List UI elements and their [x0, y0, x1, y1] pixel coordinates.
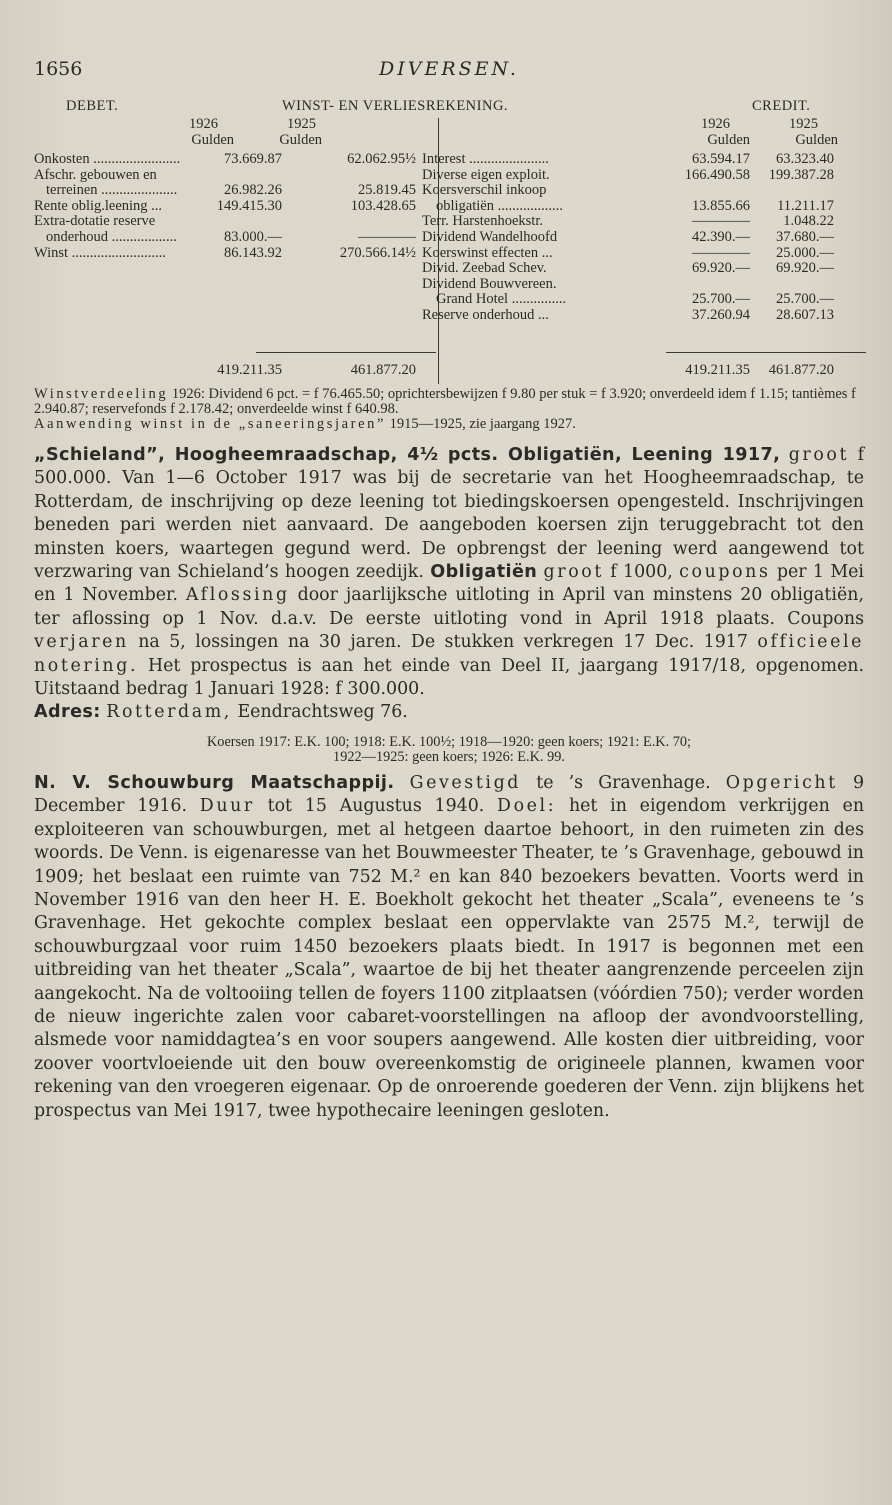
credit-row-1926: ————	[692, 213, 750, 230]
debet-total-a: 419.211.35	[217, 362, 282, 378]
debet-row-1926: 86.143.92	[224, 244, 282, 261]
credit-row-label: Divid. Zeebad Schev.	[422, 260, 547, 277]
debet-row-label: onderhoud ..................	[46, 229, 177, 245]
credit-total-b: 461.877.20	[768, 362, 834, 378]
schieland-text-3: door jaarlijksche uitloting in April van minstens 20 obligatiën, ter aflossing op 1 Nov. d.a.v. De eerste uitloting vond in April 1918 plaats. Coupons	[34, 585, 864, 629]
debet-row-1926: 149.415.30	[216, 197, 282, 214]
page-title: DIVERSEN.	[379, 58, 519, 80]
verjaren-label: verjaren	[34, 632, 129, 653]
credit-row-label: Koersverschil inkoop	[422, 182, 547, 199]
obligatien-heading: Obligatiën	[430, 562, 538, 583]
page-number: 1656	[34, 58, 83, 80]
credit-row-1925: 199.387.28	[768, 166, 834, 183]
credit-row-label: Terr. Harstenhoekstr.	[422, 213, 543, 230]
credit-row-label: Koerswinst effecten ...	[422, 244, 553, 261]
debet-row-label: Afschr. gebouwen en	[34, 166, 157, 183]
credit-row-1926: 42.390.—	[692, 229, 750, 245]
schouwburg-heading: N. V. Schouwburg Maatschappij.	[34, 772, 395, 793]
debet-currency-b: Gulden	[279, 132, 322, 148]
schieland-text-5: Het prospectus is aan het einde van Deel II, jaargang 1917/18, opgenomen. Uitstaand bedrag 1 Januari 1928: f 300.000.	[34, 655, 865, 700]
credit-year-b: 1925	[789, 116, 818, 132]
credit-row-1925: 1.048.22	[783, 213, 834, 230]
credit-row-1926: 166.490.58	[684, 166, 750, 183]
adres-heading: Adres:	[34, 702, 101, 723]
schouwburg-text-1: te ’s Gravenhage.	[536, 772, 711, 793]
credit-row-label: Reserve onderhoud ...	[422, 307, 549, 323]
aanwending-text: 1915—1925, zie jaargang 1927.	[389, 416, 576, 432]
credit-row-1926: 37.260.94	[692, 307, 750, 323]
adres-city: Rotterdam,	[106, 702, 232, 723]
adres-street: Eendrachtsweg 76.	[237, 702, 408, 723]
debet-total-b: 461.877.20	[350, 362, 416, 378]
credit-row-1925: 63.323.40	[776, 151, 834, 167]
debet-row-1925: 270.566.14½	[339, 244, 416, 261]
koersen-note	[34, 735, 864, 766]
debet-year-a: 1926	[189, 116, 218, 132]
schieland-text-4: na 5, lossingen na 30 jaren. De stukken verkregen 17 Dec. 1917	[138, 632, 748, 653]
koersen-line-2: 1922—1925: geen koers; 1926: E.K. 99.	[333, 749, 565, 766]
aflossing-label: Aflossing	[185, 585, 290, 606]
debet-row-1925: 103.428.65	[350, 197, 416, 214]
schieland-paragraph	[34, 444, 864, 701]
debet-row-label: Winst ..........................	[34, 244, 166, 261]
credit-row-1926: 13.855.66	[692, 197, 750, 214]
account-title: WINST- EN VERLIESREKENING.	[282, 98, 509, 114]
schouwburg-text-4: het in eigendom verkrijgen en exploiteeren van schouwburgen, met al hetgeen daartoe behoort, in den ruimeten zin des woords. De Venn. is eigenaresse van het Bouwmeester Theater, te ’s Gravenhage, gebouwd in 1909; het beslaat een ruimte van 752 M.² en kan 840 bezoekers bevatten. Voorts werd in November 1916 van den heer H. E. Boekholt gekocht het theater „Scala”, eveneens te ’s Gravenhage. Het gekochte complex beslaat een oppervlakte van 2575 M.², terwijl de schouwburgzaal voor ruim 1450 bezoekers plaats biedt. In 1917 is begonnen met een uitbreiding van het theater „Scala”, waartoe de bij het theater aangrenzende perceelen zijn aangekocht. Na de voltooiing tellen de foyers 1100 zitplaatsen (vóórdien 750); verder worden de nieuw ingerichte zalen voor cabaret-voorstellingen na afloop der avondvoorstelling, alsmede voor namiddagtea’s en voor soupers aangewend. Alle kosten dier uitbreiding, voor zoover voortvloeiende uit den bouw overeenkomstig de origineele plannen, kwamen voor rekening van den vroegeren eigenaar. Op de onroerende goederen der Venn. zijn blijkens het prospectus van Mei 1917, twee hypothecaire leeningen gesloten.	[34, 796, 865, 1121]
schouwburg-text-3: tot 15 Augustus 1940.	[267, 796, 485, 817]
debet-row-1926: 26.982.26	[224, 182, 282, 199]
schieland-text-1: f 500.000. Van 1—6 October 1917 was bij de secretarie van het Hoogheemraadschap, te Rotterdam, de inschrijving op deze leening tot biedingskoersen opengesteld. Inschrijvingen beneden pari werden niet aanvaard. De aangeboden koersen zijn teruggebracht tot den minsten koers, waartegen gegund werd. De opbrengst der leening werd aangewend tot verzwaring van Schieland’s hoogen zeedijk.	[34, 445, 864, 583]
aanwending-note	[34, 417, 864, 432]
credit-row-label: obligatiën ..................	[436, 197, 563, 214]
credit-row-1926: 69.920.—	[692, 260, 750, 277]
credit-total-rule	[666, 352, 866, 353]
credit-row-1926: 63.594.17	[692, 151, 750, 167]
duur-label: Duur	[199, 796, 255, 817]
credit-row-label: Interest ......................	[422, 151, 549, 167]
schieland-text-2b: per 1 Mei en 1 November.	[34, 562, 864, 606]
doel-label: Doel:	[497, 796, 557, 817]
opgericht-label: Opgericht	[725, 772, 838, 793]
credit-row-1925: 28.607.13	[776, 307, 834, 323]
winstverdeeling-text: 1926: Dividend 6 pct. = f 76.465.50; oprichtersbewijzen f 9.80 per stuk = f 3.920; onverdeeld idem f 1.15; tantièmes f 2.940.87; reservefonds f 2.178.42; onverdeelde winst f 640.98.	[34, 386, 856, 417]
debet-row-1925: ————	[358, 229, 416, 245]
debet-year-b: 1925	[287, 116, 316, 132]
credit-currency-b: Gulden	[795, 132, 838, 148]
schieland-text-2a: f 1000,	[610, 562, 673, 583]
credit-row-label: Dividend Wandelhoofd	[422, 229, 558, 245]
schieland-heading: „Schieland”, Hoogheemraadschap, 4½ pcts. Obligatiën, Leening 1917,	[34, 445, 781, 465]
schieland-adres	[34, 701, 864, 724]
schieland-section	[34, 444, 864, 766]
debet-row-label: Extra-dotatie reserve	[34, 213, 156, 230]
credit-label: CREDIT.	[752, 98, 811, 114]
debet-total-rule	[256, 352, 436, 353]
credit-row-1925: 69.920.—	[776, 260, 834, 277]
credit-total-a: 419.211.35	[685, 362, 750, 378]
debet-row-label: terreinen .....................	[46, 182, 178, 199]
schouwburg-section	[34, 772, 864, 1123]
debet-currency-a: Gulden	[191, 132, 234, 148]
credit-row-label: Grand Hotel ...............	[436, 291, 567, 308]
notes-block	[34, 387, 864, 432]
winstverdeeling-note	[34, 387, 864, 417]
credit-row-1925: 25.700.—	[776, 291, 834, 308]
notering-label: officieele notering.	[34, 632, 865, 676]
profit-loss-account	[34, 98, 864, 383]
schieland-groot-label: groot	[788, 445, 850, 465]
winstverdeeling-label: Winstverdeeling	[34, 386, 169, 402]
coupons-label: coupons	[679, 562, 771, 583]
credit-row-1925: 25.000.—	[776, 244, 834, 261]
running-header	[34, 58, 864, 98]
gevestigd-label: Gevestigd	[409, 772, 522, 793]
debet-row-1926: 83.000.—	[224, 229, 282, 245]
credit-row-1926: ————	[692, 244, 750, 261]
debet-row-1925: 25.819.45	[358, 182, 416, 199]
debet-row-1926: 73.669.87	[224, 151, 282, 167]
credit-year-a: 1926	[701, 116, 730, 132]
schouwburg-paragraph	[34, 772, 864, 1123]
credit-row-label: Diverse eigen exploit.	[422, 166, 550, 183]
debet-row-1925: 62.062.95½	[347, 151, 416, 167]
credit-row-label: Dividend Bouwvereen.	[422, 275, 557, 292]
schouwburg-text-2: 9 December 1916.	[34, 772, 865, 817]
obligatien-groot-label: groot	[543, 562, 604, 583]
debet-row-label: Rente oblig.leening ...	[34, 197, 163, 214]
credit-currency-a: Gulden	[707, 132, 750, 148]
aanwending-label: Aanwending winst in de „saneeringsjaren”	[34, 416, 387, 432]
koersen-line-1: Koersen 1917: E.K. 100; 1918: E.K. 100½; 1918—1920: geen koers; 1921: E.K. 70;	[206, 733, 692, 750]
credit-row-1925: 37.680.—	[776, 229, 834, 245]
debet-label: DEBET.	[66, 98, 119, 114]
credit-row-1926: 25.700.—	[692, 291, 750, 308]
credit-row-1925: 11.211.17	[777, 197, 834, 214]
debet-row-label: Onkosten ........................	[34, 151, 181, 167]
